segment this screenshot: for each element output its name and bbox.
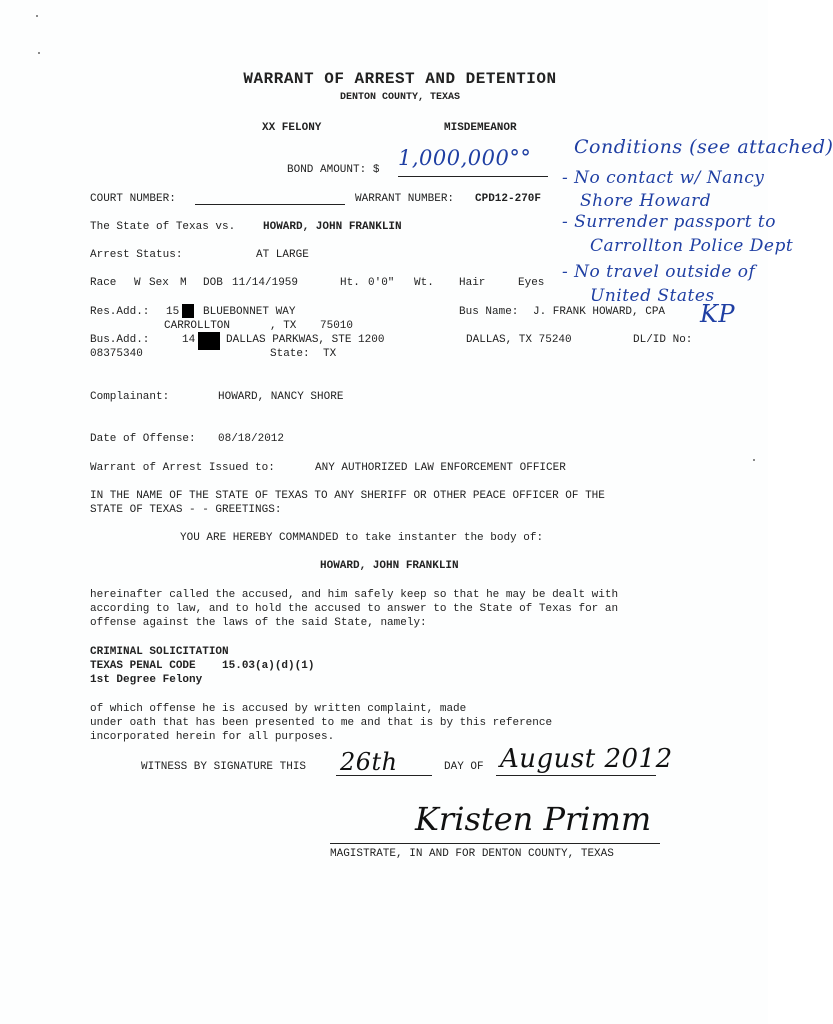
annotation-line-4: - Surrender passport to [562, 212, 776, 232]
complainant-label: Complainant: [90, 391, 170, 403]
case-caption-prefix: The State of Texas vs. [90, 221, 236, 233]
day-of-label: DAY OF [444, 761, 484, 773]
annotation-line-3: Shore Howard [580, 191, 712, 211]
dob-value: 11/14/1959 [232, 277, 299, 289]
weight-label: Wt. [414, 277, 434, 289]
court-number-line [195, 204, 345, 205]
magistrate-caption: MAGISTRATE, IN AND FOR DENTON COUNTY, TEXAS [330, 848, 614, 860]
sex-value: M [180, 277, 187, 289]
day-line [336, 775, 432, 776]
res-address-label: Res.Add.: [90, 306, 150, 318]
document-subtitle: DENTON COUNTY, TEXAS [339, 92, 461, 103]
race-value: W [134, 277, 141, 289]
bus-address-city: DALLAS, TX 75240 [466, 334, 572, 346]
dob-label: DOB [203, 277, 223, 289]
annotation-line-7: United States [590, 286, 715, 306]
document-title: WARRANT OF ARREST AND DETENTION [243, 70, 557, 88]
scan-speck [36, 15, 38, 17]
offense-date-value: 08/18/2012 [218, 433, 285, 445]
res-address-city: CARROLLTON [164, 320, 231, 332]
bus-address-street: DALLAS PARKWAS, STE 1200 [226, 334, 385, 346]
scan-speck [753, 459, 755, 461]
arrest-status-label: Arrest Status: [90, 249, 183, 261]
accused-paragraph-line-1: hereinafter called the accused, and him safely keep so that he may be dealt with [90, 589, 619, 601]
accused-name: HOWARD, JOHN FRANKLIN [320, 560, 459, 572]
annotation-line-1: Conditions (see attached) [574, 136, 833, 158]
accused-paragraph-line-2: according to law, and to hold the accused to answer to the State of Texas for an [90, 603, 619, 615]
accused-paragraph-line-3: offense against the laws of the said State, namely: [90, 617, 427, 629]
bond-amount-handwritten: 1,000,000°° [398, 146, 532, 170]
res-address-state: , TX [270, 320, 297, 332]
annotation-line-6: - No travel outside of [562, 262, 756, 282]
misdemeanor-label: MISDEMEANOR [444, 122, 517, 134]
annotation-initials: KP [700, 300, 736, 328]
charge-name: CRIMINAL SOLICITATION [90, 646, 229, 658]
race-label: Race [90, 277, 117, 289]
height-value: 0'0" [368, 277, 395, 289]
res-address-street: BLUEBONNET WAY [203, 306, 296, 318]
issued-to-value: ANY AUTHORIZED LAW ENFORCEMENT OFFICER [315, 462, 566, 474]
redaction-bar [198, 332, 220, 350]
res-address-number: 15 [166, 306, 180, 318]
scan-speck [38, 52, 40, 54]
offense-date-label: Date of Offense: [90, 433, 196, 445]
dl-id-number: 08375340 [90, 348, 143, 360]
eyes-label: Eyes [518, 277, 545, 289]
bond-amount-line [398, 176, 548, 177]
redaction-bar [182, 304, 194, 318]
closing-line-3: incorporated herein for all purposes. [90, 731, 335, 743]
hair-label: Hair [459, 277, 486, 289]
court-number-label: COURT NUMBER: [90, 193, 176, 205]
bond-amount-label: BOND AMOUNT: $ [287, 164, 380, 176]
arrest-status-value: AT LARGE [256, 249, 309, 261]
magistrate-signature: Kristen Primm [415, 800, 652, 838]
month-year-handwritten: August 2012 [500, 744, 673, 774]
greeting-line-2: STATE OF TEXAS - - GREETINGS: [90, 504, 282, 516]
closing-line-1: of which offense he is accused by written complaint, made [90, 703, 467, 715]
bus-address-label: Bus.Add.: [90, 334, 150, 346]
dl-state-value: TX [323, 348, 337, 360]
witness-label: WITNESS BY SIGNATURE THIS [141, 761, 307, 773]
signature-line [330, 843, 660, 844]
closing-line-2: under oath that has been presented to me and that is by this reference [90, 717, 553, 729]
charge-code: TEXAS PENAL CODE 15.03(a)(d)(1) [90, 660, 315, 672]
day-handwritten: 26th [340, 748, 398, 776]
res-address-zip: 75010 [320, 320, 354, 332]
annotation-line-2: - No contact w/ Nancy [562, 168, 765, 188]
dl-state-label: State: [270, 348, 310, 360]
business-name-label: Bus Name: [459, 306, 519, 318]
annotation-line-5: Carrollton Police Dept [590, 236, 794, 256]
bus-address-number: 14 [182, 334, 196, 346]
greeting-line-1: IN THE NAME OF THE STATE OF TEXAS TO ANY SHERIFF OR OTHER PEACE OFFICER OF THE [90, 490, 605, 502]
felony-checkbox-label: XX FELONY [262, 122, 322, 134]
height-label: Ht. [340, 277, 360, 289]
command-line: YOU ARE HEREBY COMMANDED to take instanter the body of: [180, 532, 544, 544]
dl-id-label: DL/ID No: [633, 334, 693, 346]
warrant-number-value: CPD12-270F [475, 193, 542, 205]
defendant-name: HOWARD, JOHN FRANKLIN [263, 221, 402, 233]
warrant-number-label: WARRANT NUMBER: [355, 193, 455, 205]
issued-to-label: Warrant of Arrest Issued to: [90, 462, 275, 474]
charge-degree: 1st Degree Felony [90, 674, 203, 686]
sex-label: Sex [149, 277, 169, 289]
complainant-name: HOWARD, NANCY SHORE [218, 391, 344, 403]
business-name-value: J. FRANK HOWARD, CPA [533, 306, 666, 318]
month-line [496, 775, 656, 776]
